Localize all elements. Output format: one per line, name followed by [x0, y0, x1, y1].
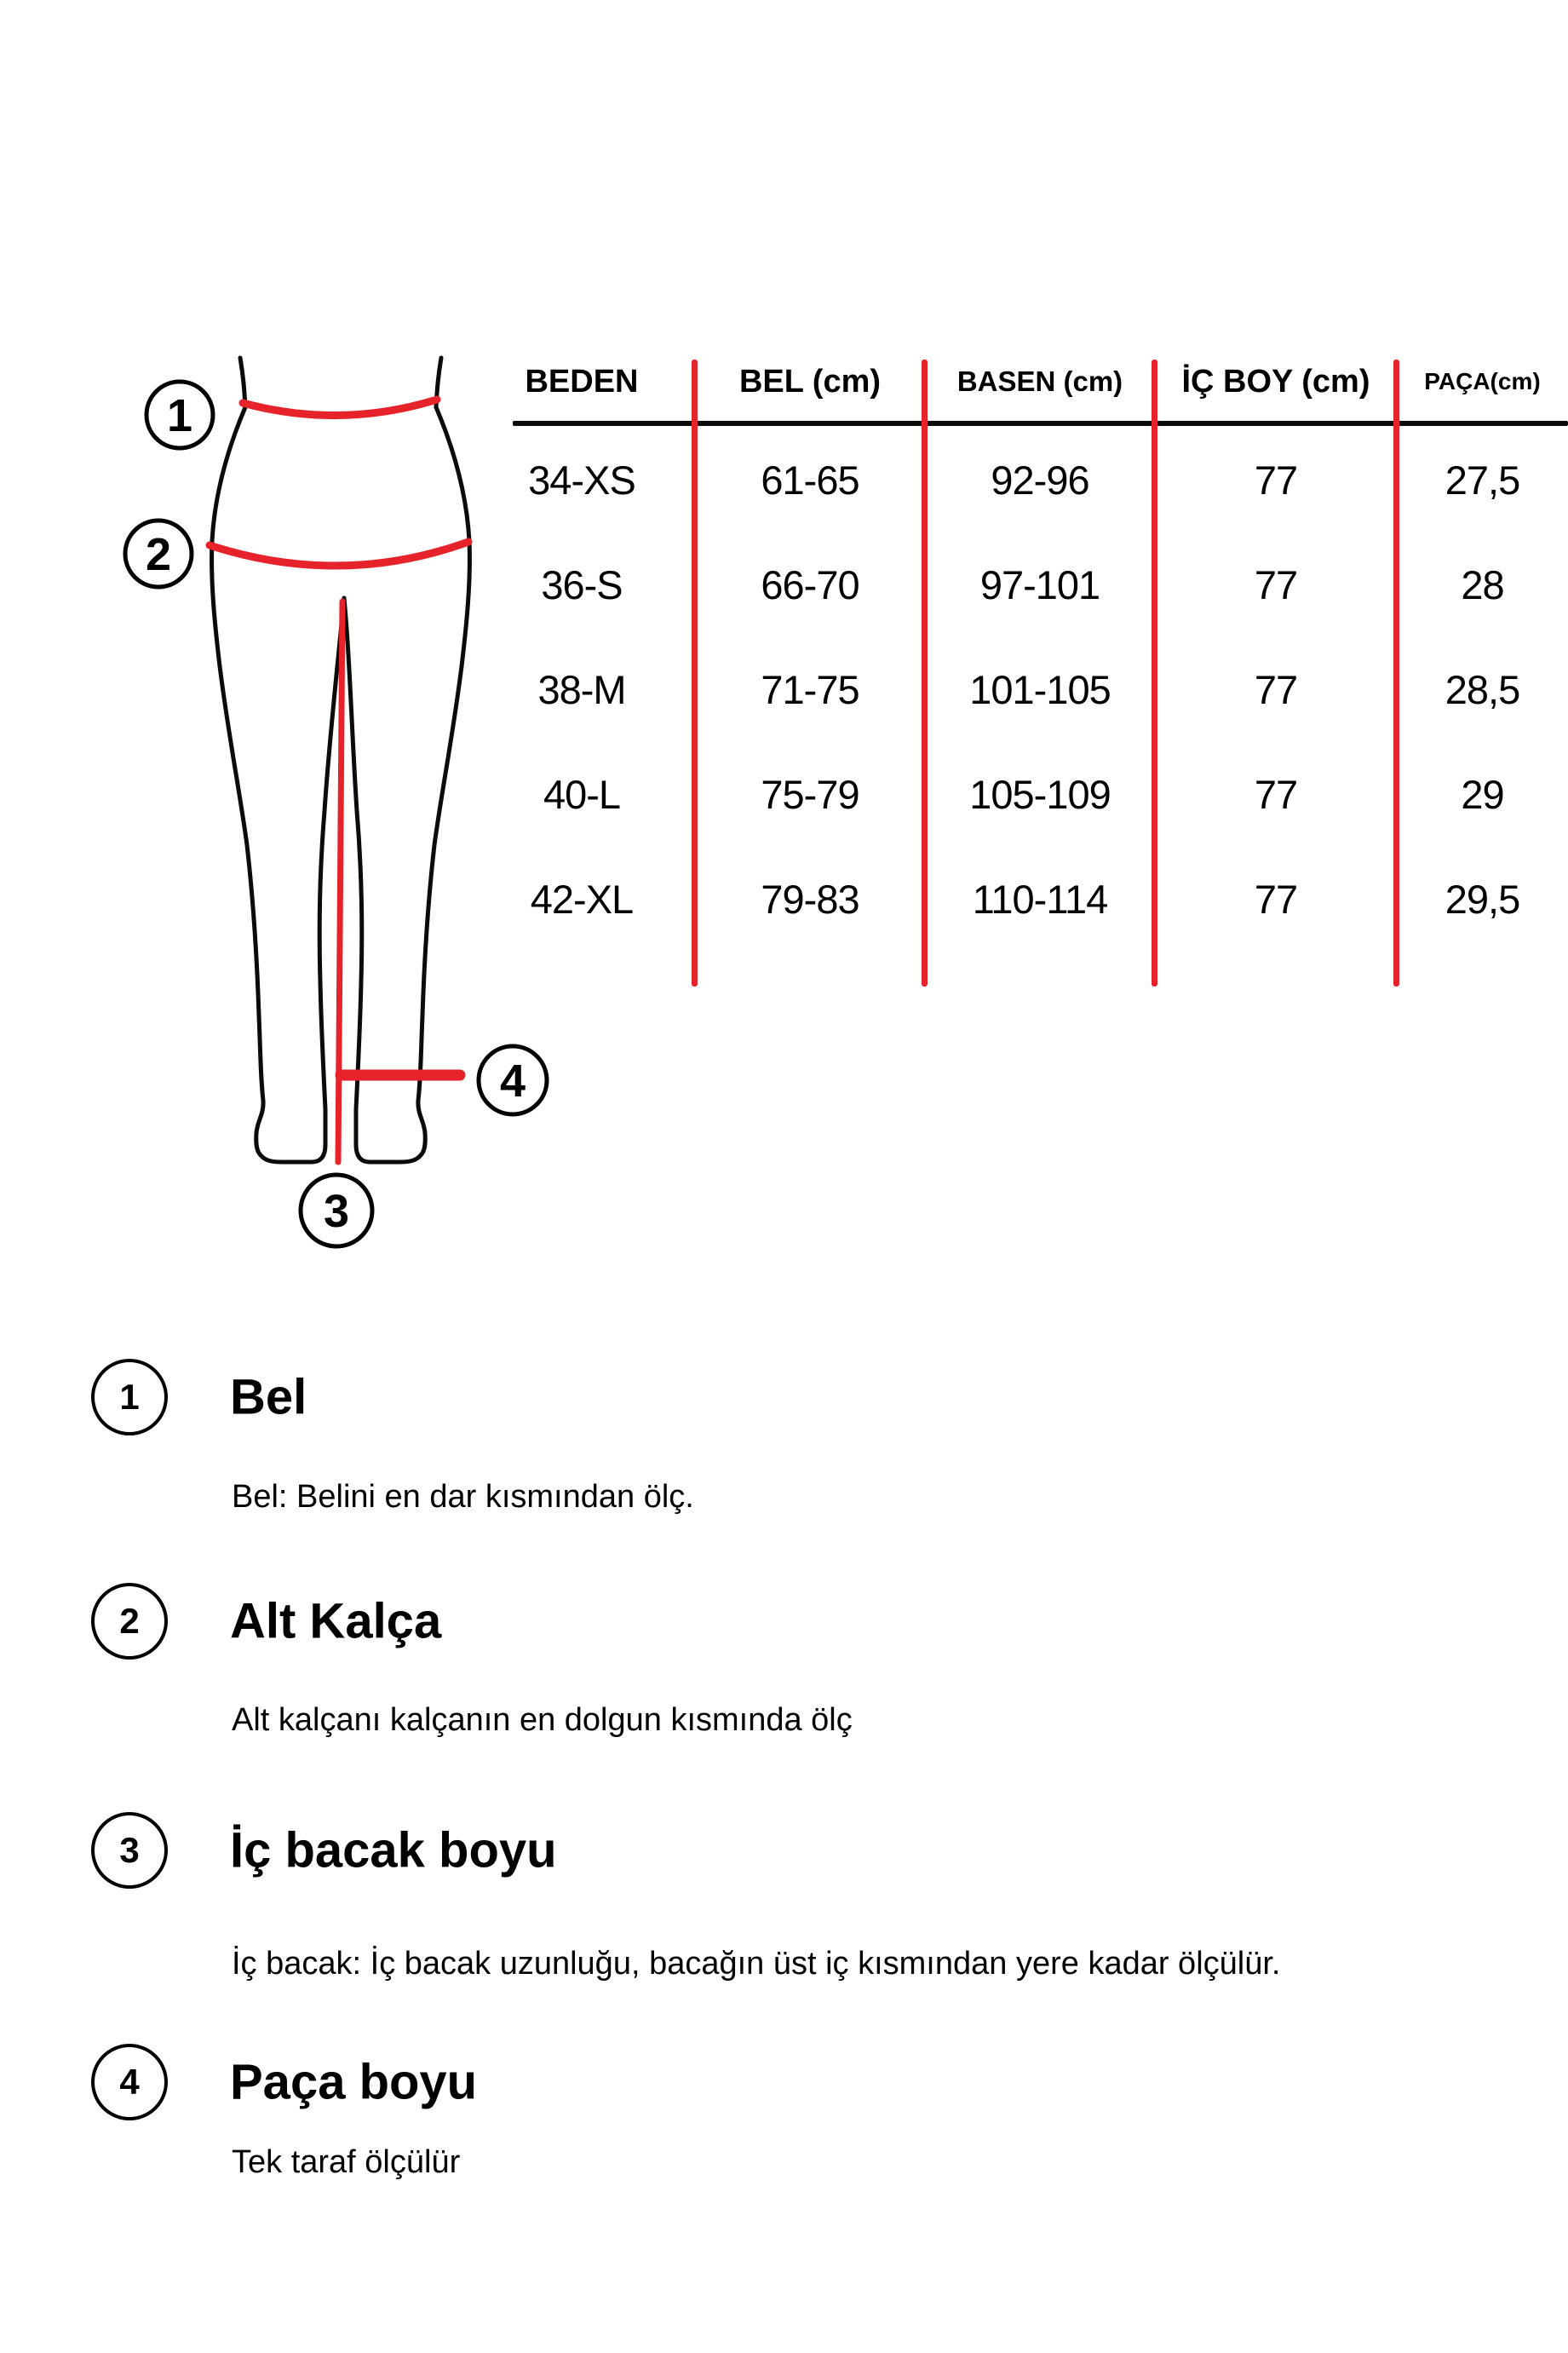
column-header-icboy: İÇ BOY (cm) [1181, 363, 1370, 400]
cell-basen: 101-105 [969, 667, 1111, 712]
cell-icboy: 77 [1254, 457, 1298, 503]
table-row [468, 428, 1568, 532]
legend-circle-1: 1 [91, 1359, 168, 1435]
column-header-paca: PAÇA(cm) [1424, 368, 1541, 394]
legend-title-paca: Paça boyu [230, 2054, 478, 2110]
legend-circle-2: 2 [91, 1583, 168, 1660]
pants-right-side [344, 407, 469, 1162]
cell-beden: 40-L [543, 772, 621, 817]
table-row [468, 532, 1568, 637]
legend-desc-bel: Bel: Belini en dar kısmından ölç. [232, 1479, 694, 1515]
measurement-lines [210, 400, 468, 1162]
table-row [468, 637, 1568, 742]
cell-beden: 38-M [537, 667, 626, 712]
cell-bel: 75-79 [761, 772, 859, 817]
header-underline [513, 421, 1568, 426]
size-table [468, 341, 1568, 997]
marker-number-4: 4 [499, 1056, 526, 1107]
cell-beden: 36-S [541, 562, 623, 607]
cell-paca: 27,5 [1445, 457, 1520, 503]
marker-number-2: 2 [145, 529, 172, 580]
table-row [468, 847, 1568, 952]
cell-paca: 29,5 [1445, 877, 1520, 922]
legend-circle-4: 4 [91, 2044, 168, 2120]
waist-measure-line [243, 400, 437, 416]
legend-title-ic-bacak: İç bacak boyu [230, 1822, 557, 1878]
cell-basen: 97-101 [979, 562, 1100, 607]
legend-desc-ic-bacak: İç bacak: İç bacak uzunluğu, bacağın üst iç kısmından yere kadar ölçülür. [232, 1946, 1281, 1982]
column-header-bel: BEL (cm) [738, 363, 882, 400]
cell-basen: 105-109 [969, 772, 1111, 817]
cell-bel: 66-70 [761, 562, 859, 607]
size-table-header [468, 341, 1568, 423]
pants-left-side [212, 407, 344, 1162]
cell-icboy: 77 [1254, 562, 1298, 607]
cell-beden: 34-XS [528, 457, 635, 503]
column-header-beden: BEDEN [525, 363, 639, 400]
cell-beden: 42-XL [530, 877, 634, 922]
cell-bel: 71-75 [761, 667, 859, 712]
marker-number-1: 1 [166, 390, 193, 441]
cell-paca: 28 [1461, 562, 1504, 607]
cell-icboy: 77 [1254, 877, 1298, 922]
legend-circle-3: 3 [91, 1812, 168, 1889]
cell-icboy: 77 [1254, 667, 1298, 712]
cell-icboy: 77 [1254, 772, 1298, 817]
cell-basen: 92-96 [991, 457, 1089, 503]
cell-bel: 61-65 [761, 457, 859, 503]
table-row [468, 742, 1568, 847]
legend-title-alt-kalca: Alt Kalça [230, 1593, 442, 1649]
cell-paca: 29 [1461, 772, 1504, 817]
marker-number-3: 3 [323, 1186, 350, 1237]
column-header-basen: BASEN (cm) [956, 365, 1123, 397]
size-table-rows [468, 428, 1568, 952]
cell-paca: 28,5 [1445, 667, 1520, 712]
legend-title-bel: Bel [230, 1369, 307, 1425]
legend-desc-paca: Tek taraf ölçülür [232, 2144, 461, 2180]
hip-measure-line [210, 542, 468, 566]
cell-bel: 79-83 [761, 877, 859, 922]
cell-basen: 110-114 [972, 877, 1108, 922]
legend-desc-alt-kalca: Alt kalçanı kalçanın en dolgun kısmında ölç [232, 1702, 853, 1738]
